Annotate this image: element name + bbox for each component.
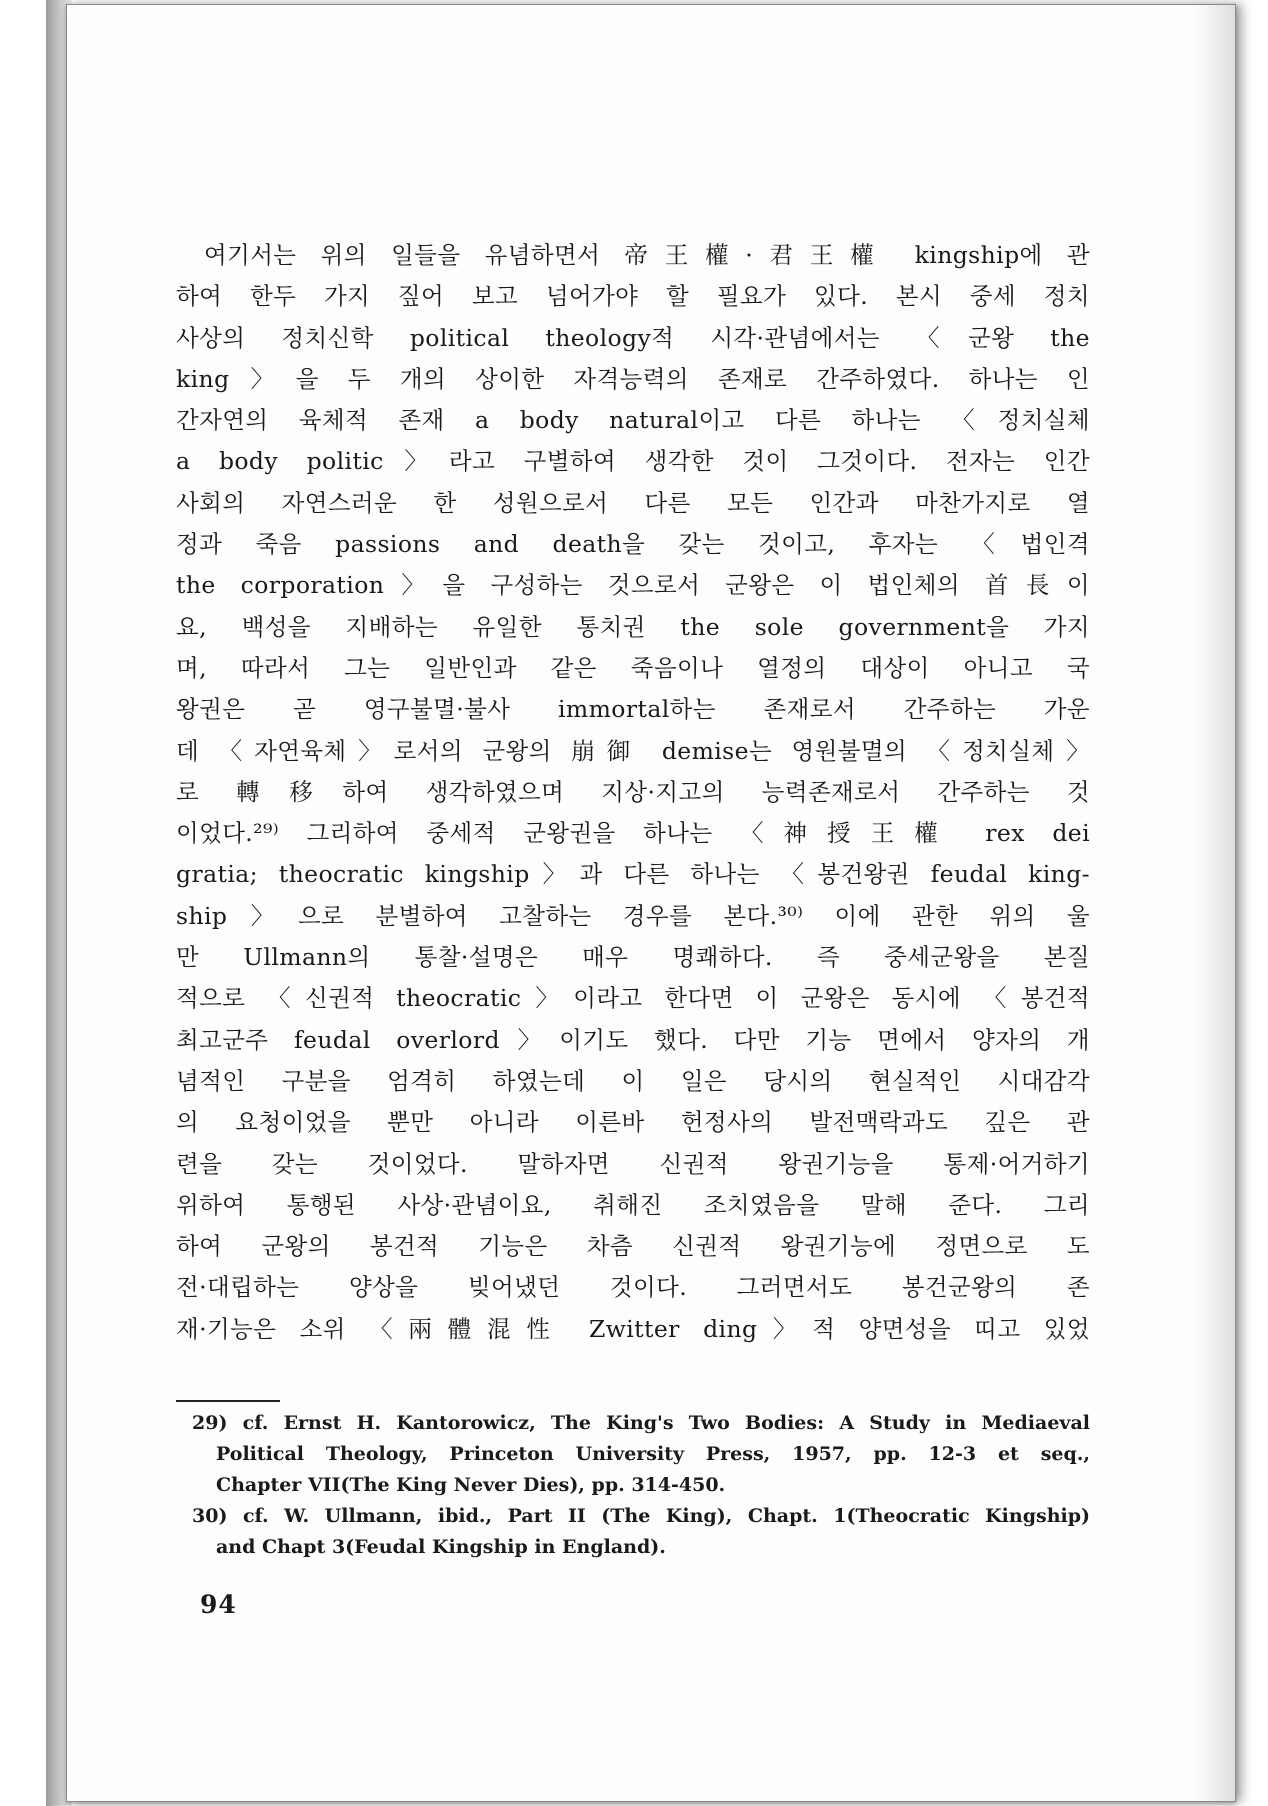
body-line: 의 요청이었을 뿐만 아니라 이른바 헌정사의 발전맥락과도 깊은 관 — [176, 1108, 1090, 1137]
body-line: king〉을 두 개의 상이한 자격능력의 존재로 간주하였다. 하나는 인 — [176, 364, 1090, 393]
body-line: 최고군주 feudal overlord〉이기도 했다. 다만 기능 면에서 양자의 개 — [176, 1025, 1090, 1054]
body-line: 로 轉移하여 생각하였으며 지상·지고의 능력존재로서 간주하는 것 — [176, 777, 1090, 806]
body-line: 련을 갖는 것이었다. 말하자면 신권적 왕권기능을 통제·어거하기 — [176, 1149, 1090, 1178]
body-line: gratia; theocratic kingship〉과 다른 하나는 〈봉건왕권 feudal king- — [176, 860, 1090, 889]
body-line: 요, 백성을 지배하는 유일한 통치권 the sole government을 가지 — [176, 612, 1090, 641]
body-line: 여기서는 위의 일들을 유념하면서 帝王權·君王權 kingship에 관 — [204, 241, 1090, 269]
footnote-30 — [192, 1501, 1090, 1563]
footnotes — [192, 1408, 1090, 1563]
footnote-29 — [192, 1408, 1090, 1501]
body-line: 하여 한두 가지 짚어 보고 넘어가야 할 필요가 있다. 본시 중세 정치 — [176, 282, 1090, 311]
body-line: 왕권은 곧 영구불멸·불사 immortal하는 존재로서 간주하는 가운 — [176, 695, 1090, 724]
body-paragraph — [176, 235, 1090, 1350]
body-line: 전·대립하는 양상을 빚어냈던 것이다. 그러면서도 봉건군왕의 존 — [176, 1273, 1090, 1302]
body-line: 이었다.²⁹⁾ 그리하여 중세적 군왕권을 하나는 〈神授王權 rex dei — [176, 819, 1090, 848]
body-line: 적으로 〈신권적 theocratic〉이라고 한다면 이 군왕은 동시에 〈봉건적 — [176, 984, 1090, 1013]
body-line: 간자연의 육체적 존재 a body natural이고 다른 하나는 〈정치실체 — [176, 406, 1090, 435]
body-line: 위하여 통행된 사상·관념이요, 취해진 조치였음을 말해 준다. 그리 — [176, 1190, 1090, 1219]
body-line: a body politic〉라고 구별하여 생각한 것이 그것이다. 전자는 인간 — [176, 447, 1090, 476]
body-line: 정과 죽음 passions and death을 갖는 것이고, 후자는 〈법인격 — [176, 530, 1090, 559]
body-line: 사상의 정치신학 political theology적 시각·관념에서는 〈군왕 the — [176, 323, 1090, 352]
footnote-line: 30) cf. W. Ullmann, ibid., Part II (The King), Chapt. 1(Theocratic Kingship) — [192, 1505, 1090, 1527]
footnote-divider — [176, 1400, 280, 1402]
body-line: 데 〈자연육체〉로서의 군왕의 崩御 demise는 영원불멸의 〈정치실체〉 — [176, 736, 1090, 765]
footnote-line: Chapter VII(The King Never Dies), pp. 314-450. — [216, 1474, 726, 1496]
footnote-line: Political Theology, Princeton University Press, 1957, pp. 12-3 et seq., — [216, 1443, 1090, 1465]
body-line: 재·기능은 소위 〈兩體混性 Zwitter ding〉적 양면성을 띠고 있었 — [176, 1314, 1090, 1343]
page-shadow — [1195, 5, 1235, 1801]
body-line: the corporation〉을 구성하는 것으로서 군왕은 이 법인체의 首長이 — [176, 571, 1090, 600]
body-line: 사회의 자연스러운 한 성원으로서 다른 모든 인간과 마찬가지로 열 — [176, 488, 1090, 517]
footnote-line: and Chapt 3(Feudal Kingship in England). — [216, 1536, 666, 1558]
body-line: 하여 군왕의 봉건적 기능은 차츰 신권적 왕권기능에 정면으로 도 — [176, 1232, 1090, 1261]
footnote-line: 29) cf. Ernst H. Kantorowicz, The King's Two Bodies: A Study in Mediaeval — [192, 1412, 1090, 1434]
body-line: 만 Ullmann의 통찰·설명은 매우 명쾌하다. 즉 중세군왕을 본질 — [176, 943, 1090, 972]
body-line: ship〉으로 분별하여 고찰하는 경우를 본다.³⁰⁾ 이에 관한 위의 울 — [176, 901, 1090, 930]
body-line: 며, 따라서 그는 일반인과 같은 죽음이나 열정의 대상이 아니고 국 — [176, 653, 1090, 682]
body-line: 념적인 구분을 엄격히 하였는데 이 일은 당시의 현실적인 시대감각 — [176, 1066, 1090, 1095]
page-number: 94 — [200, 1590, 237, 1619]
